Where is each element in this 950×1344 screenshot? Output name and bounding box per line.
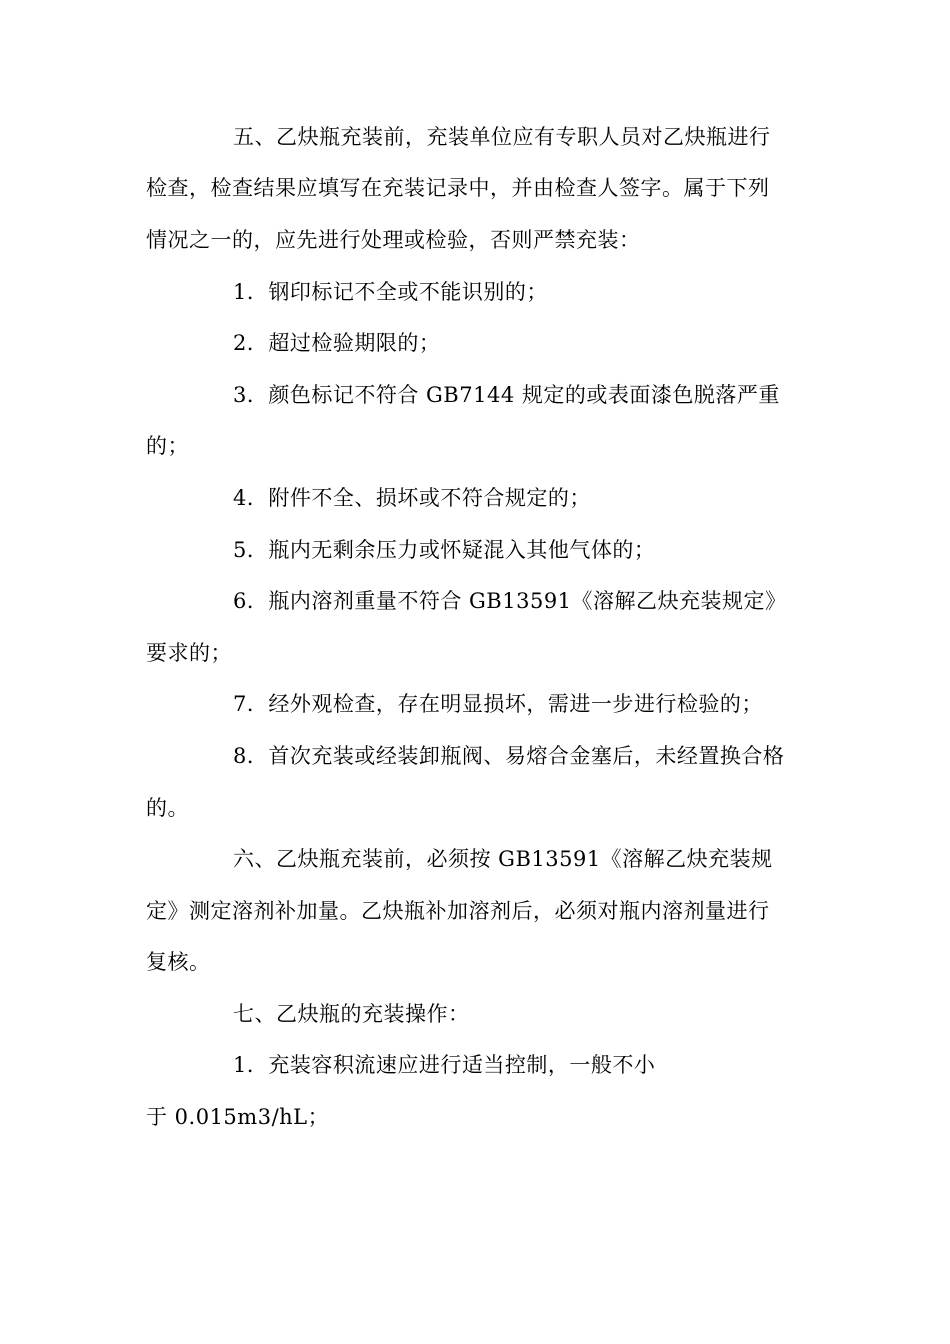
list-item-5: 5．瓶内无剩余压力或怀疑混入其他气体的；: [233, 538, 656, 562]
list-item-4: 4．附件不全、损坏或不符合规定的；: [233, 486, 591, 510]
list-item-2: 2．超过检验期限的；: [233, 331, 441, 355]
list-item-3-line-2: 的；: [146, 434, 189, 458]
list-item-8-line-2: 的。: [146, 796, 189, 820]
section-7-item-1-line-2: 于 0.015m3/hL；: [146, 1105, 330, 1129]
list-item-7: 7．经外观检查，存在明显损坏，需进一步进行检验的；: [233, 692, 763, 716]
section-7-heading: 七、乙炔瓶的充装操作：: [233, 1002, 470, 1026]
paragraph-5-line-3: 情况之一的，应先进行处理或检验，否则严禁充装：: [146, 228, 641, 252]
paragraph-6-line-1: 六、乙炔瓶充装前，必须按 GB13591《溶解乙炔充装规: [233, 847, 773, 871]
paragraph-6-line-3: 复核。: [146, 950, 211, 974]
list-item-3-line-1: 3．颜色标记不符合 GB7144 规定的或表面漆色脱落严重: [233, 383, 780, 407]
list-item-6-line-1: 6．瓶内溶剂重量不符合 GB13591《溶解乙炔充装规定》: [233, 589, 787, 613]
paragraph-5-line-2: 检查，检查结果应填写在充装记录中，并由检查人签字。属于下列: [146, 176, 770, 200]
paragraph-5-line-1: 五、乙炔瓶充装前，充装单位应有专职人员对乙炔瓶进行: [233, 125, 771, 149]
section-7-item-1-line-1: 1．充装容积流速应进行适当控制，一般不小: [233, 1053, 656, 1077]
paragraph-6-line-2: 定》测定溶剂补加量。乙炔瓶补加溶剂后，必须对瓶内溶剂量进行: [146, 899, 770, 923]
list-item-1: 1．钢印标记不全或不能识别的；: [233, 280, 548, 304]
list-item-8-line-1: 8．首次充装或经装卸瓶阀、易熔合金塞后，未经置换合格: [233, 744, 785, 768]
list-item-6-line-2: 要求的；: [146, 641, 232, 665]
